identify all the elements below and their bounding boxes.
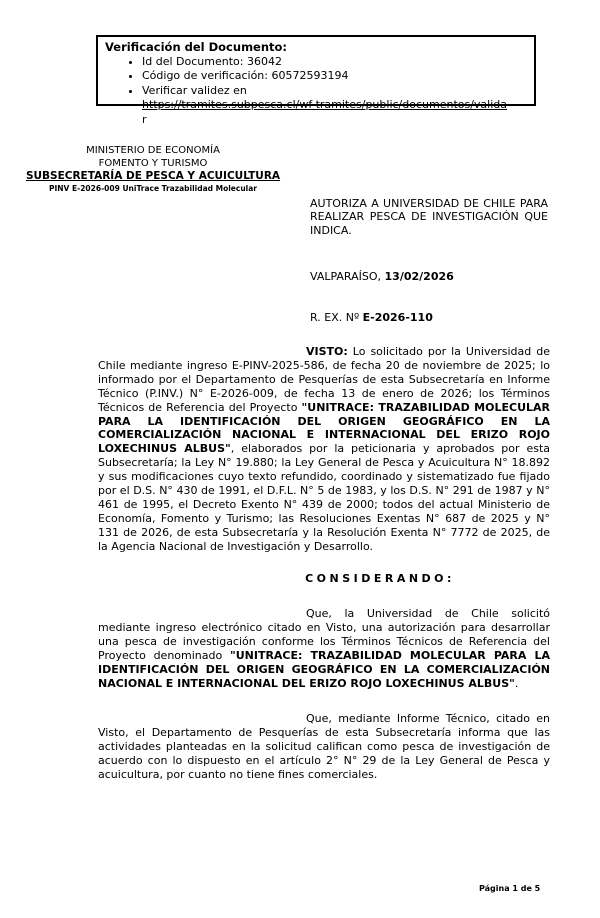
verification-item-validity [142,84,528,127]
verification-item-document-id [142,55,528,69]
ministry-name-line2: FOMENTO Y TURISMO [98,157,208,169]
considerando-heading: CONSIDERANDO: [305,572,455,585]
visto-label: VISTO: [306,345,348,358]
subject-text: AUTORIZA A UNIVERSIDAD DE CHILE PARA REALIZAR PESCA DE INVESTIGACIÓN QUE INDICA. [310,197,548,237]
resolution-label: R. EX. Nº [310,310,363,324]
visto-paragraph [98,345,550,554]
verification-list [105,55,528,127]
place-date-line [310,270,548,283]
date-value: 13/02/2026 [384,269,454,283]
subsecretaria-title: SUBSECRETARÍA DE PESCA Y ACUICULTURA [25,170,281,182]
project-reference: PINV E-2026-009 UniTrace Trazabilidad Molecular [48,183,258,193]
para2-project-title-bold: "UNITRACE: TRAZABILIDAD MOLECULAR PARA LA IDENTIFICACIÓN DEL ORIGEN GEOGRÁFICO EN LA COMERCIALIZACIÓN NACIONAL E INTERNACIONAL DEL ERIZO ROJO LOXECHINUS ALBUS" [98,648,550,690]
project-title-bold: "UNITRACE: TRAZABILIDAD MOLECULAR PARA LA IDENTIFICACIÓN DEL ORIGEN GEOGRÁFICO EN LA COMERCIALIZACIÓN NACIONAL E INTERNACIONAL DEL ERIZO ROJO LOXECHINUS ALBUS" [98,400,550,456]
visto-text-1: Lo solicitado por la Universidad de Chile mediante ingreso E-PINV-2025-586, de fecha 20 de noviembre de 2025; lo informado por el Departamento de Pesquerías de esta Subsecretaría en Informe Técnico (P.INV.) N° E-2026-009, de fecha 13 de enero de 2026; los Términos Técnicos de Referencia del Proyecto [98,345,550,414]
verification-item-document-id-text: Id del Documento: 36042 [142,55,282,68]
resolution-number: E-2026-110 [362,310,433,324]
visto-text-2: , elaborados por la peticionaria y aprobados por esta Subsecretaría; la Ley N° 19.880; la Ley General de Pesca y Acuicultura N° 18.892 y sus modificaciones cuyo texto refundido, coordinado y sistematizado fue fijado por el D.S. N° 430 de 1991, el D.F.L. N° 5 de 1983, y los D.S. N° 291 de 1987 y N° 461 de 1995, el Decreto Exento N° 439 de 2000; todos del actual Ministerio de Economía, Fomento y Turismo; las Resoluciones Exentas N° 687 de 2025 y N° 131 de 2026, de esta Subsecretaría y la Resolución Exenta N° 7772 de 2025, de la Agencia Nacional de Investigación y Desarrollo. [98,442,551,553]
verification-url-link[interactable]: https://tramites.subpesca.cl/wf-tramites/public/documentos/valida [142,98,508,112]
verification-title: Verificación del Documento: [105,40,288,54]
verification-url-wrap[interactable]: r [142,112,147,126]
ministry-letterhead [22,145,284,193]
verification-item-validity-text: Verificar validez en [142,83,247,97]
subject-block [310,197,548,324]
verification-item-code-text: Código de verificación: 60572593194 [142,69,349,83]
considerando-paragraph-2: Que, mediante Informe Técnico, citado en Visto, el Departamento de Pesquerías de esta Subsecretaría informa que las actividades planteadas en la solicitud califican como pesca de investigación de acuerdo con lo dispuesto en el artículo 2° N° 29 de la Ley General de Pesca y acuicultura, por cuanto no tiene fines comerciales. [98,712,550,781]
considerando-paragraph-1 [98,607,550,690]
resolution-number-line [310,311,548,324]
verification-box [96,35,536,126]
para2-text-2: . [514,676,519,690]
verification-item-code [142,69,528,83]
page-indicator: Página 1 de 5 [479,884,541,893]
place-label: VALPARAÍSO, [310,269,385,283]
ministry-name-line1: MINISTERIO DE ECONOMÍA [86,145,220,156]
para2-text-1: Que, la Universidad de Chile solicitó mediante ingreso electrónico citado en Visto, una autorización para desarrollar una pesca de investigación conforme los Términos Técnicos de Referencia del Proyecto denominado [98,607,550,662]
